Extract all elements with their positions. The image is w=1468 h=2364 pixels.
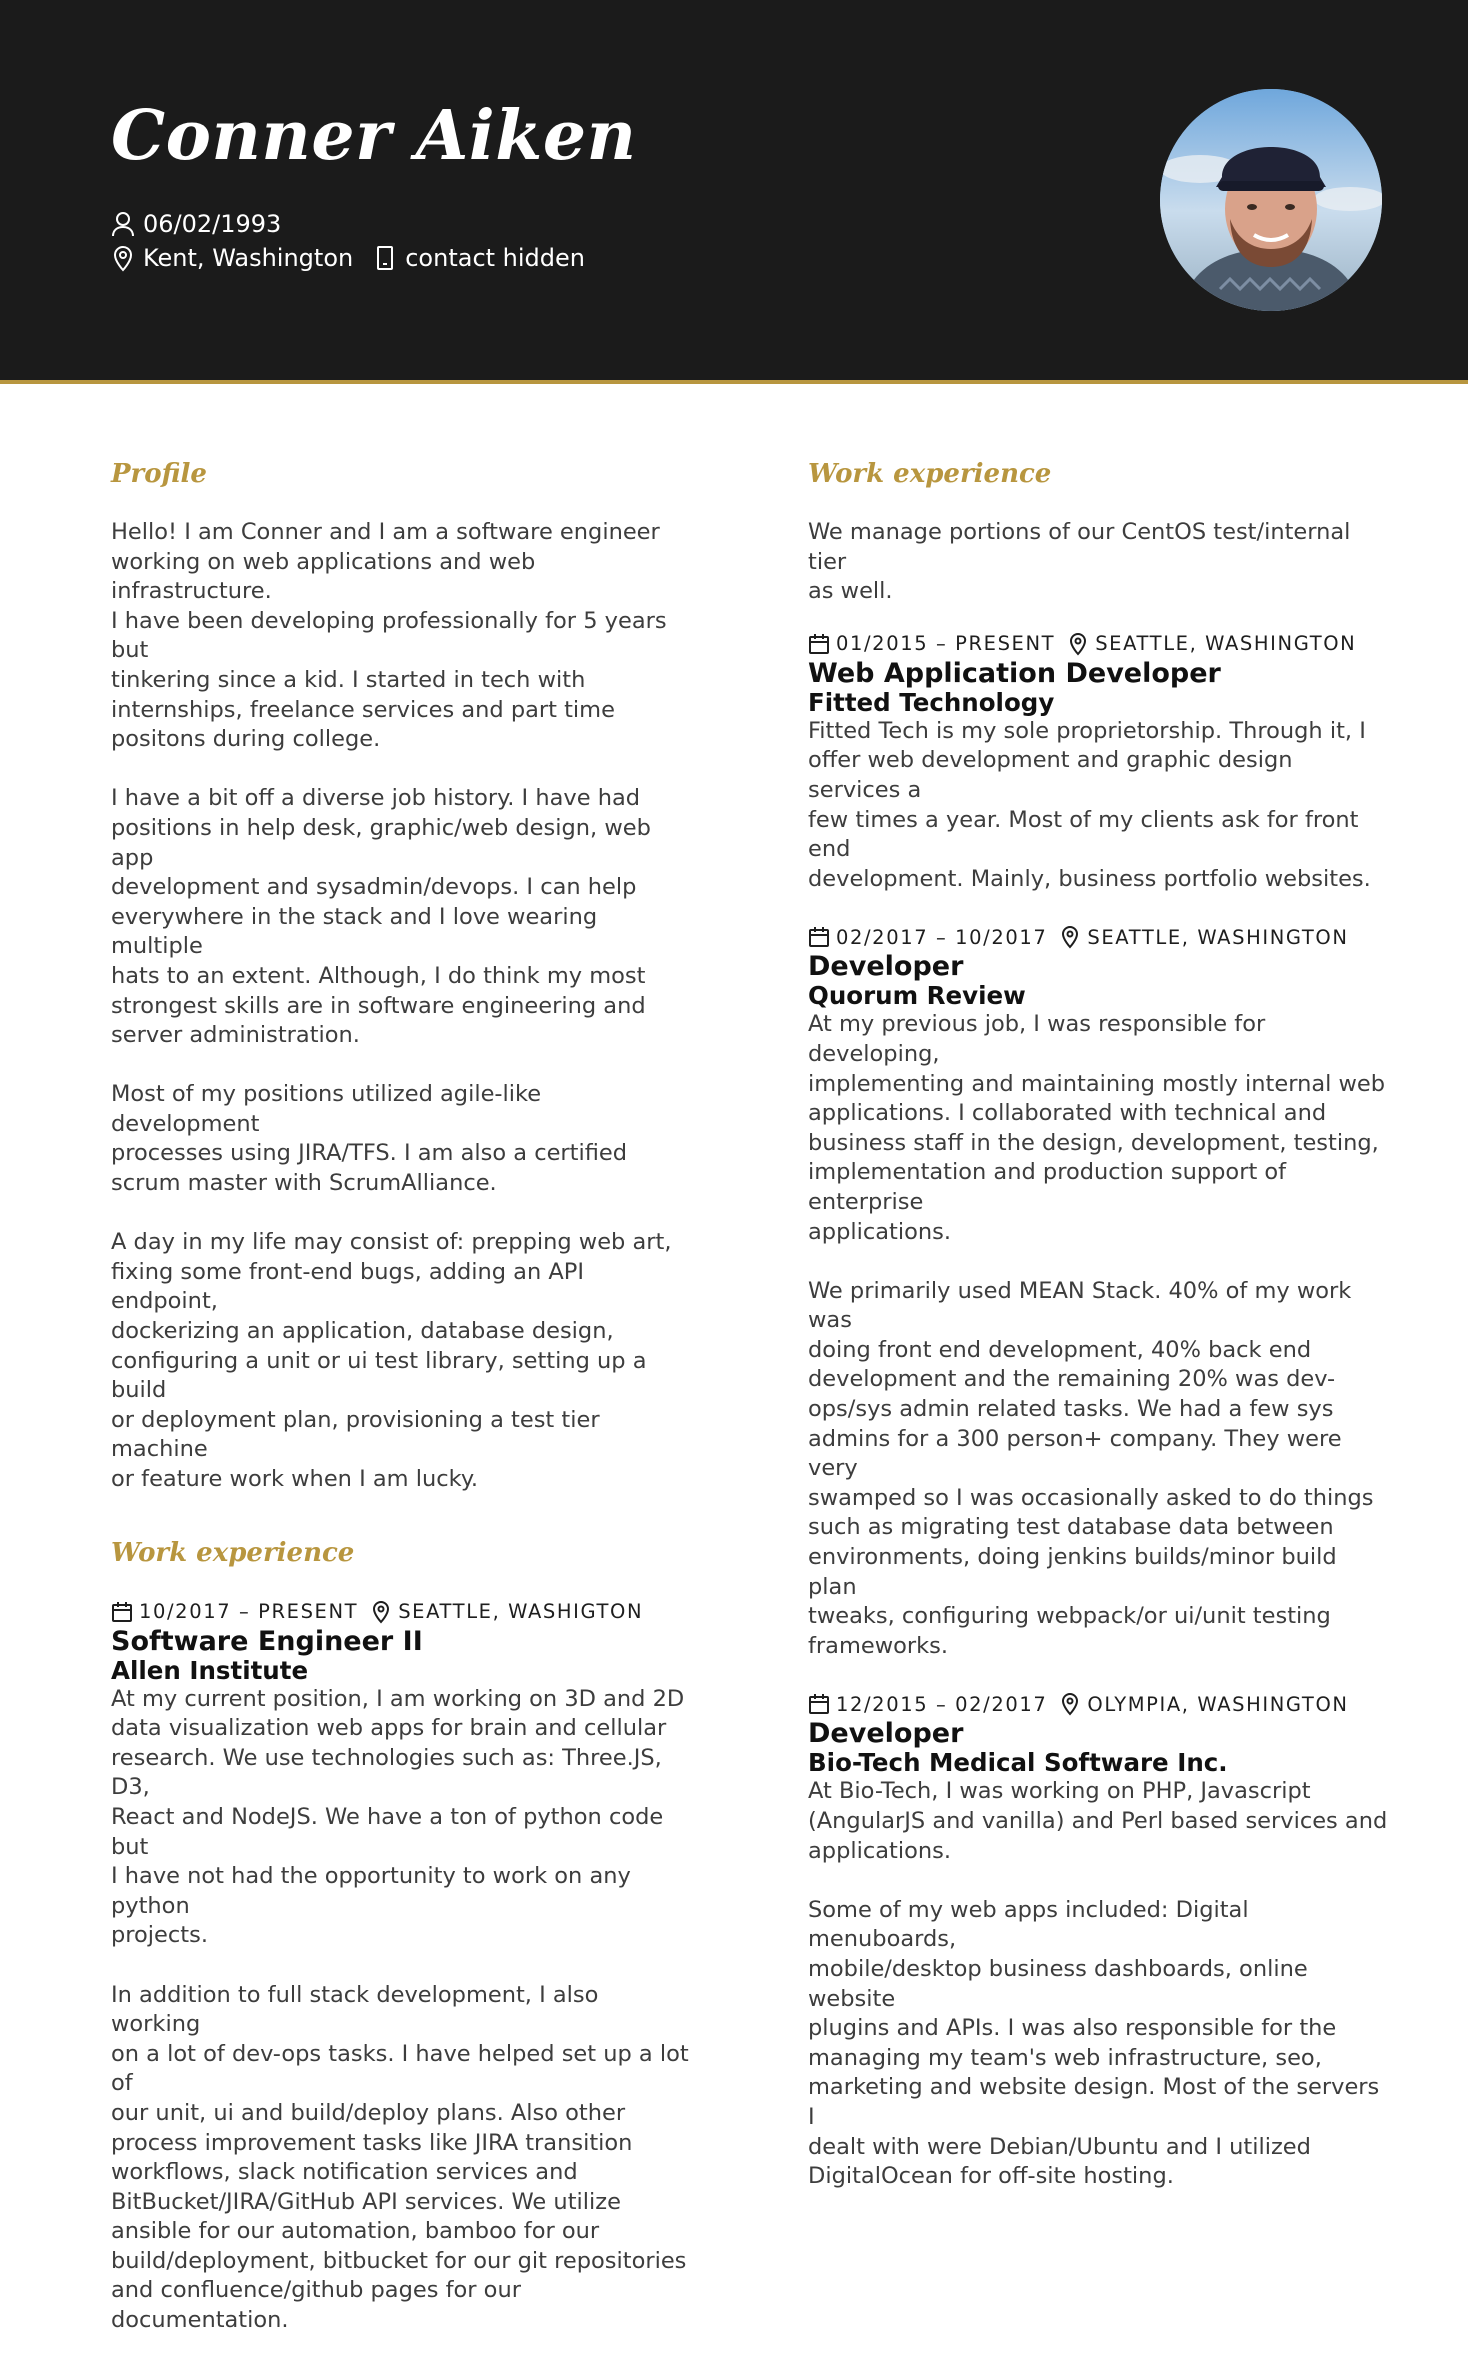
location-pin-icon <box>1059 925 1081 949</box>
job-meta <box>111 1597 691 1627</box>
profile-paragraph: Most of my positions utilized agile-like development processes using JIRA/TFS. I am also a certified scrum master with ScrumAlliance. <box>111 1081 628 1197</box>
job-description: At my current position, I am working on 3D and 2D data visualization web apps for brain and cellular research. We use technologies such as: Three.JS, D3, React and NodeJS. We have a ton of python code but I have not had the opportunity to work on any python projects. <box>111 1685 685 1949</box>
location-pin-icon <box>111 244 135 272</box>
job-dates: 12/2015 – 02/2017 <box>836 1692 1048 1716</box>
job-meta <box>808 629 1388 659</box>
job-title: Developer <box>808 1718 964 1750</box>
birthdate-row <box>111 210 281 238</box>
job-meta <box>808 1689 1388 1719</box>
right-column <box>808 456 1388 2220</box>
work-intro: We manage portions of our CentOS test/internal tier as well. <box>808 519 1351 605</box>
profile-section-title: Profile <box>111 459 207 489</box>
calendar-icon <box>808 1692 830 1716</box>
header-banner <box>0 0 1468 380</box>
job-meta <box>808 922 1388 952</box>
job-title: Software Engineer II <box>111 1625 423 1657</box>
location-pin-icon <box>1059 1692 1081 1716</box>
birthdate: 06/02/1993 <box>143 210 282 238</box>
work-experience-section-title: Work experience <box>808 459 1052 489</box>
job-company: Fitted Technology <box>808 687 1055 717</box>
header-divider <box>0 380 1468 384</box>
job-description: Fitted Tech is my sole proprietorship. Through it, I offer web development and graphic design services a few times a year. Most of my clients ask for front end development. Mainly, business portfolio websites. <box>808 717 1371 892</box>
job-location: OLYMPIA, WASHINGTON <box>1087 1692 1349 1716</box>
location-pin-icon <box>370 1600 392 1624</box>
job-entry <box>111 1597 691 2336</box>
job-location: SEATTLE, WASHIGTON <box>398 1600 644 1624</box>
left-column <box>111 456 691 2364</box>
calendar-icon <box>111 1600 133 1624</box>
location: Kent, Washington <box>143 244 354 272</box>
profile-paragraph: Hello! I am Conner and I am a software engineer working on web applications and web infrastructure. I have been developing professionally for 5 years but tinkering since a kid. I started in tech with internships, freelance services and part time positons during college. <box>111 519 667 753</box>
job-description: At my previous job, I was responsible for developing, implementing and maintaining mostly internal web applications. I collaborated with technical and business staff in the design, development, testing, implementation and production support of enterprise applications. <box>808 1011 1386 1245</box>
person-icon <box>111 210 135 238</box>
location-contact-row <box>111 244 585 272</box>
job-description: At Bio-Tech, I was working on PHP, Javascript (AngularJS and vanilla) and Perl based services and applications. <box>808 1778 1388 1864</box>
job-dates: 02/2017 – 10/2017 <box>836 925 1048 949</box>
job-description: We primarily used MEAN Stack. 40% of my work was doing front end development, 40% back end development and the remaining 20% was dev- ops/sys admin related tasks. We had a few sys admins for a 300 person+ company. They were very swamped so I was occasionally asked to do things such as migrating test database data between environments, doing jenkins builds/minor build plan tweaks, configuring webpack/or ui/unit testing frameworks. <box>808 1277 1374 1659</box>
calendar-icon <box>808 925 830 949</box>
profile-paragraph: A day in my life may consist of: prepping web art, fixing some front-end bugs, adding an API endpoint, dockerizing an application, database design, configuring a unit or ui test library, setting up a build or deployment plan, provisioning a test tier machine or feature work when I am lucky. <box>111 1229 672 1492</box>
job-company: Quorum Review <box>808 981 1026 1011</box>
calendar-icon <box>808 632 830 656</box>
job-title: Developer <box>808 951 964 983</box>
contact: contact hidden <box>405 244 585 272</box>
job-title: Web Application Developer <box>808 657 1221 689</box>
profile-photo <box>1160 89 1382 311</box>
job-description: In addition to full stack development, I also working on a lot of dev-ops tasks. I have helped set up a lot of our unit, ui and build/deploy plans. Also other process improvement tasks like JIRA transition workflows, slack notification services and BitBucket/JIRA/GitHub API services. We utilize ansible for our automation, bamboo for our build/deployment, bitbucket for our git repositories and confluence/github pages for our documentation. <box>111 1981 689 2334</box>
job-dates: 10/2017 – PRESENT <box>139 1600 359 1624</box>
job-entry <box>808 1689 1388 2191</box>
profile-paragraph: I have a bit off a diverse job history. I have had positions in help desk, graphic/web design, web app development and sysadmin/devops. I can help everywhere in the stack and I love wearing multiple hats to an extent. Although, I do think my most strongest skills are in software engineering and server administration. <box>111 785 651 1049</box>
phone-icon <box>373 244 397 272</box>
candidate-name: Conner Aiken <box>111 96 637 176</box>
job-description: Some of my web apps included: Digital menuboards, mobile/desktop business dashboards, online website plugins and APIs. I was also responsible for the managing my team's web infrastructure, seo, marketing and website design. Most of the servers I dealt with were Debian/Ubuntu and I utilized DigitalOcean for off-site hosting. <box>808 1896 1380 2190</box>
job-entry <box>808 629 1388 895</box>
location-pin-icon <box>1067 632 1089 656</box>
job-company: Bio-Tech Medical Software Inc. <box>808 1748 1228 1778</box>
job-entry <box>808 922 1388 1661</box>
job-location: SEATTLE, WASHINGTON <box>1087 925 1349 949</box>
job-location: SEATTLE, WASHINGTON <box>1095 632 1357 656</box>
job-dates: 01/2015 – PRESENT <box>836 632 1056 656</box>
job-company: Allen Institute <box>111 1655 309 1685</box>
work-experience-section-title: Work experience <box>111 1537 355 1568</box>
